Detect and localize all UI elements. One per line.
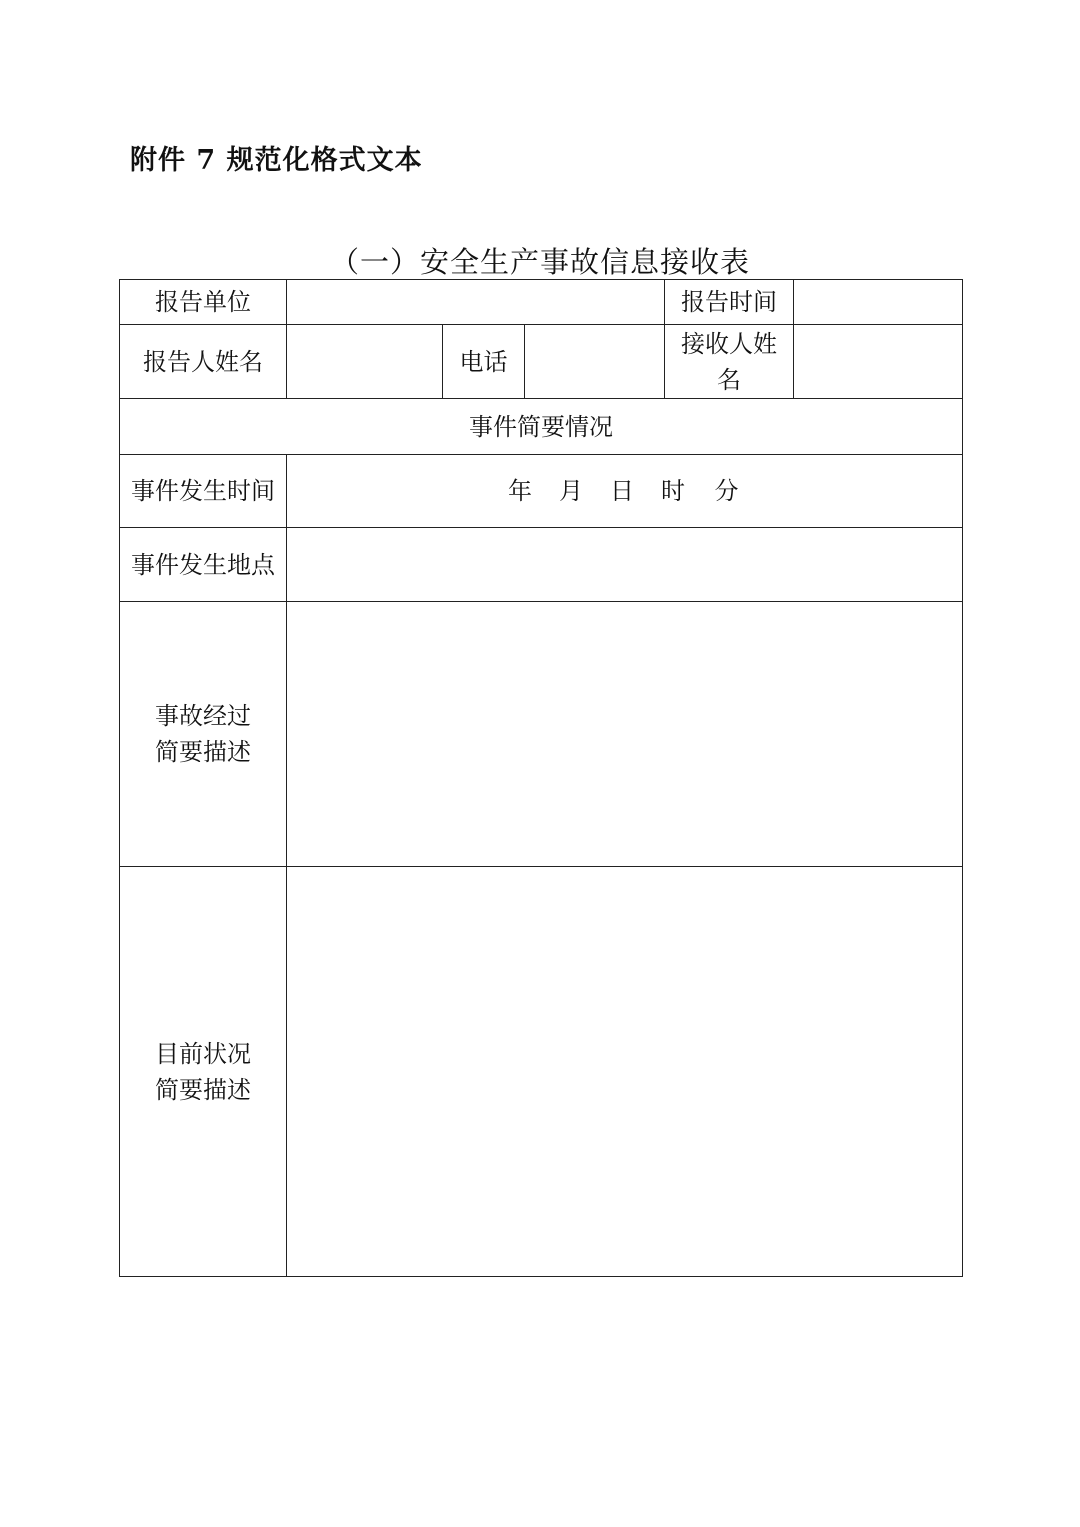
report-unit-field[interactable] xyxy=(287,280,665,325)
reporter-name-label: 报告人姓名 xyxy=(120,325,287,399)
current-status-field[interactable] xyxy=(287,867,963,1277)
month-unit: 月 xyxy=(559,477,583,505)
accident-process-field[interactable] xyxy=(287,602,963,867)
time-units xyxy=(495,473,755,509)
accident-process-label xyxy=(120,602,287,867)
table-row xyxy=(120,455,963,528)
accident-process-label-line1: 事故经过 xyxy=(155,702,251,730)
report-time-label: 报告时间 xyxy=(665,280,794,325)
current-status-label xyxy=(120,867,287,1277)
occurrence-time-label: 事件发生时间 xyxy=(120,455,287,528)
day-unit: 日 xyxy=(610,477,634,505)
minute-unit: 分 xyxy=(714,477,739,505)
occurrence-time-field[interactable] xyxy=(287,455,963,528)
current-status-label-line1: 目前状况 xyxy=(155,1039,251,1068)
table-row xyxy=(120,867,963,1277)
table-row xyxy=(120,602,963,867)
form-title: （一）安全生产事故信息接收表 xyxy=(329,245,750,279)
table-row xyxy=(120,399,963,455)
occurrence-place-label: 事件发生地点 xyxy=(120,528,287,602)
table-row xyxy=(120,528,963,602)
receiver-name-label: 接收人姓名 xyxy=(665,325,794,399)
phone-field[interactable] xyxy=(525,325,665,399)
year-unit: 年 xyxy=(508,477,532,505)
accident-process-label-line2: 简要描述 xyxy=(155,738,251,766)
receiver-name-field[interactable] xyxy=(794,325,963,399)
accident-info-form-table xyxy=(119,279,963,1277)
attachment-title: 附件 7 规范化格式文本 xyxy=(130,145,423,176)
report-time-field[interactable] xyxy=(794,280,963,325)
section-heading: 事件简要情况 xyxy=(120,399,963,455)
report-unit-label: 报告单位 xyxy=(120,280,287,325)
hour-unit: 时 xyxy=(661,477,685,505)
current-status-label-line2: 简要描述 xyxy=(155,1075,251,1104)
table-row xyxy=(120,280,963,325)
table-row xyxy=(120,325,963,399)
phone-label: 电话 xyxy=(443,325,525,399)
occurrence-place-field[interactable] xyxy=(287,528,963,602)
reporter-name-field[interactable] xyxy=(287,325,443,399)
